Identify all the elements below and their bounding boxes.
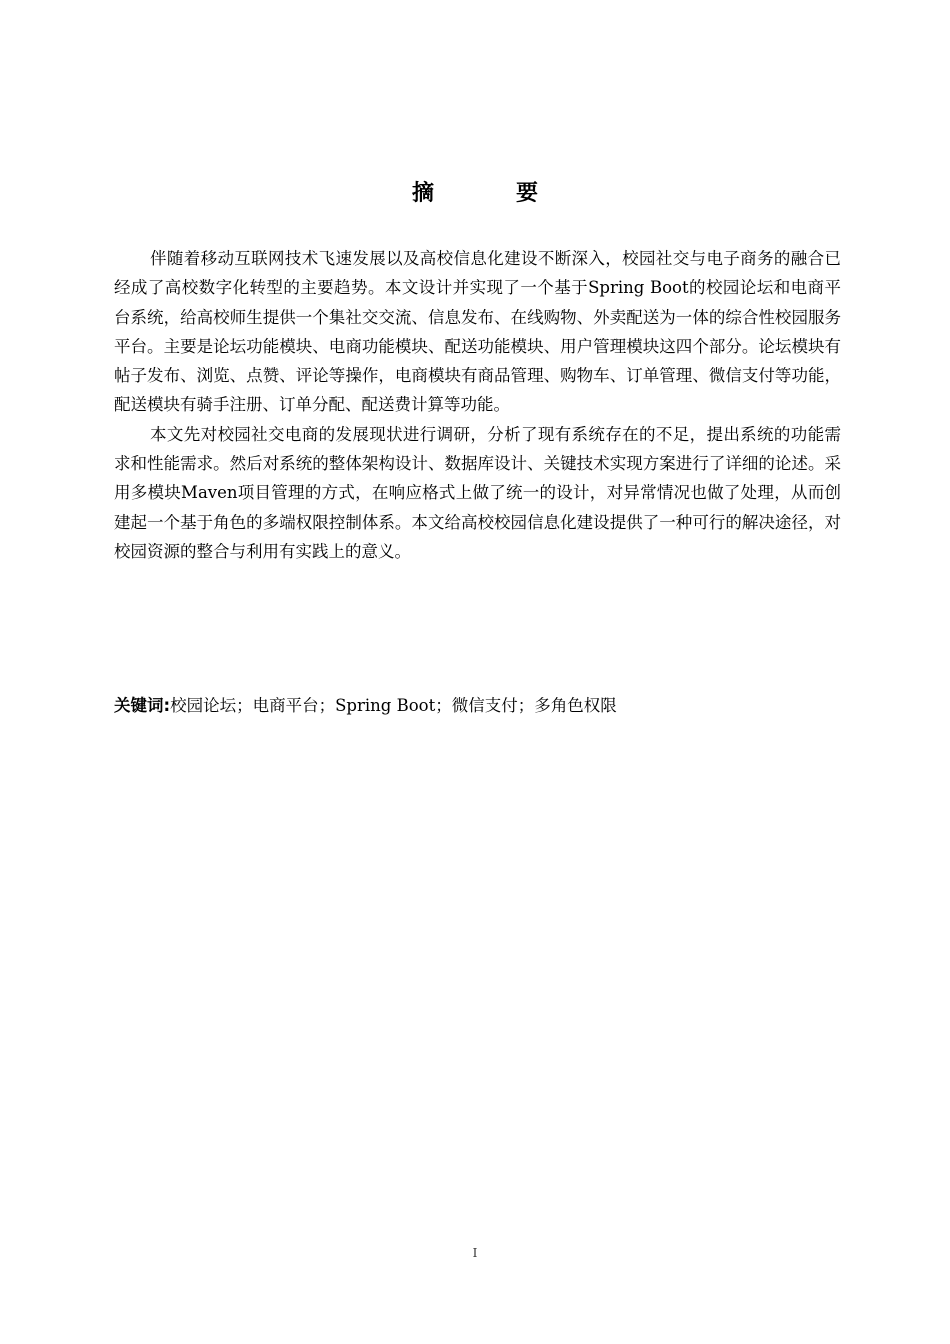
abstract-paragraph-1: 伴随着移动互联网技术飞速发展以及高校信息化建设不断深入，校园社交与电子商务的融合已经成了高校数字化转型的主要趋势。本文设计并实现了一个基于Spring Boot的校园论坛和电商平台系统，给高校师生提供一个集社交交流、信息发布、在线购物、外卖配送为一体的综合性校园服务平台。主要是论坛功能模块、电商功能模块、配送功能模块、用户管理模块这四个部分。论坛模块有帖子发布、浏览、点赞、评论等操作，电商模块有商品管理、购物车、订单管理、微信支付等功能，配送模块有骑手注册、订单分配、配送费计算等功能。 [114, 249, 841, 415]
keywords-label: 关键词: [114, 696, 171, 715]
keywords-line [114, 692, 841, 720]
abstract-body [114, 244, 841, 566]
abstract-title: 摘 要 [411, 181, 568, 206]
abstract-paragraph-2: 本文先对校园社交电商的发展现状进行调研，分析了现有系统存在的不足，提出系统的功能需求和性能需求。然后对系统的整体架构设计、数据库设计、关键技术实现方案进行了详细的论述。采用多模块Maven项目管理的方式，在响应格式上做了统一的设计，对异常情况也做了处理，从而创建起一个基于角色的多端权限控制体系。本文给高校校园信息化建设提供了一种可行的解决途径，对校园资源的整合与利用有实践上的意义。 [114, 424, 841, 561]
keywords-value: 校园论坛；电商平台；Spring Boot；微信支付；多角色权限 [170, 696, 617, 715]
page-number: I [472, 1246, 478, 1260]
